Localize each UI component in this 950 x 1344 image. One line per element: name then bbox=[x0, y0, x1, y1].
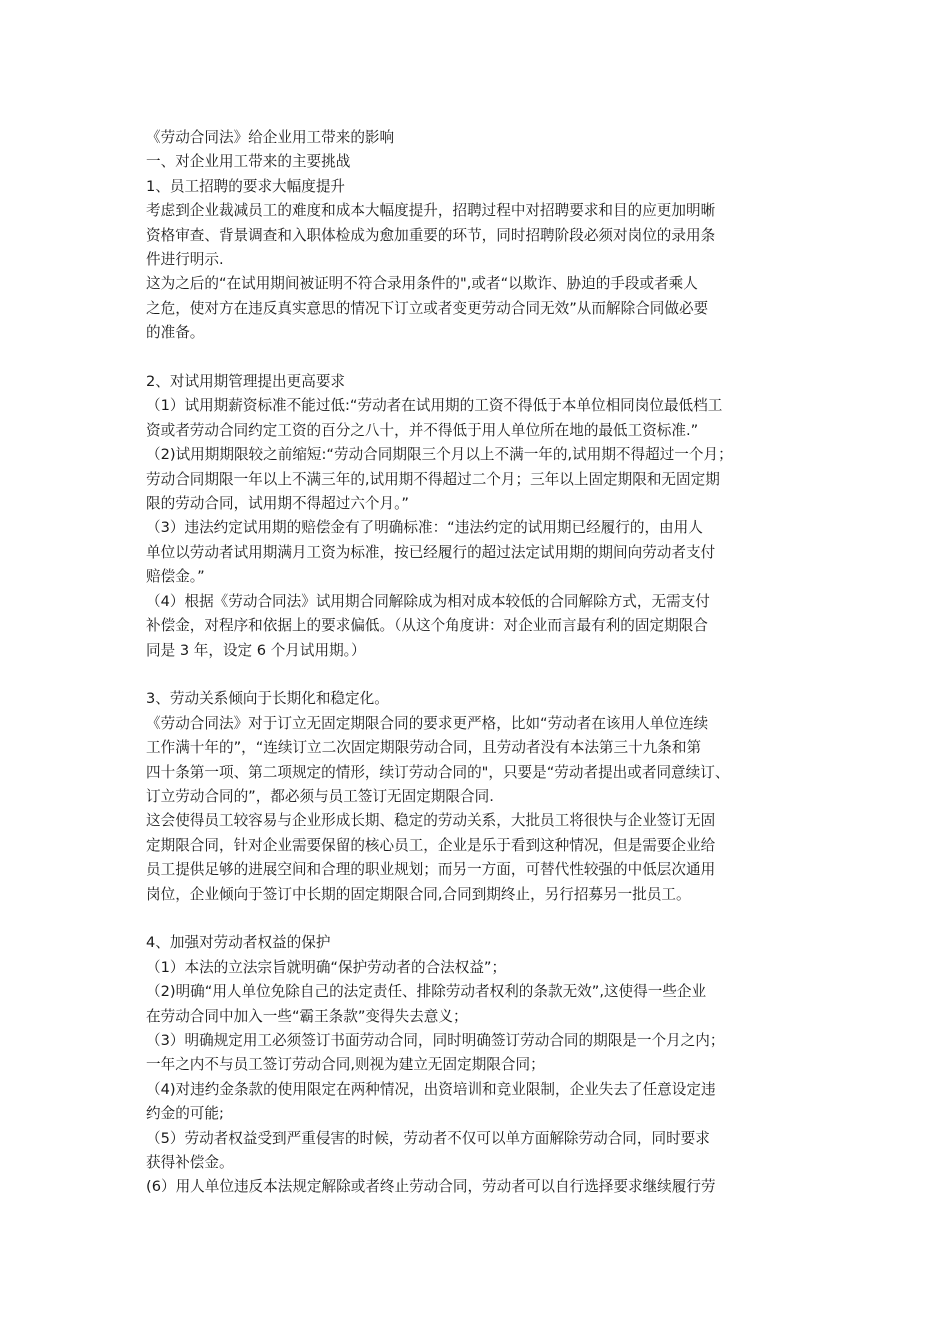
blank-line bbox=[146, 907, 818, 931]
text-line: 定期限合同，针对企业需要保留的核心员工，企业是乐于看到这种情况，但是需要企业给 bbox=[146, 836, 716, 854]
text-line: 这为之后的“在试用期间被证明不符合录用条件的",或者“以欺诈、胁迫的手段或者乘人 bbox=[146, 275, 698, 293]
text-line: 考虑到企业裁减员工的难度和成本大幅度提升，招聘过程中对招聘要求和目的应更加明晰 bbox=[146, 202, 716, 220]
text-line: 在劳动合同中加入一些“霸王条款”变得失去意义； bbox=[146, 1007, 468, 1025]
document-body bbox=[146, 126, 818, 1200]
text-line: 3、劳动关系倾向于长期化和稳定化。 bbox=[146, 690, 389, 708]
text-line: 订立劳动合同的”，都必须与员工签订无固定期限合同. bbox=[146, 787, 494, 805]
text-line: 员工提供足够的进展空间和合理的职业规划；而另一方面，可替代性较强的中低层次通用 bbox=[146, 861, 716, 879]
text-line: 四十条第一项、第二项规定的情形，续订劳动合同的"，只要是“劳动者提出或者同意续订、 bbox=[146, 763, 730, 781]
text-line: 2、对试用期管理提出更高要求 bbox=[146, 373, 346, 391]
blank-line bbox=[146, 346, 818, 370]
text-line: （4)对违约金条款的使用限定在两种情况，出资培训和竞业限制，企业失去了任意设定违 bbox=[146, 1080, 716, 1098]
blank-line bbox=[146, 663, 818, 687]
text-line: 1、员工招聘的要求大幅度提升 bbox=[146, 177, 346, 195]
text-line: （4）根据《劳动合同法》试用期合同解除成为相对成本较低的合同解除方式，无需支付 bbox=[146, 592, 710, 610]
text-line: （3）违法约定试用期的赔偿金有了明确标准：“违法约定的试用期已经履行的，由用人 bbox=[146, 519, 703, 537]
text-line: 之危，使对方在违反真实意思的情况下订立或者变更劳动合同无效”从而解除合同做必要 bbox=[146, 299, 709, 317]
text-line: （3）明确规定用工必须签订书面劳动合同，同时明确签订劳动合同的期限是一个月之内； bbox=[146, 1031, 725, 1049]
text-line: 资格审查、背景调查和入职体检成为愈加重要的环节，同时招聘阶段必须对岗位的录用条 bbox=[146, 226, 716, 244]
text-line: 资或者劳动合同约定工资的百分之八十，并不得低于用人单位所在地的最低工资标准.” bbox=[146, 421, 699, 439]
text-line: 单位以劳动者试用期满月工资为标准，按已经履行的超过法定试用期的期间向劳动者支付 bbox=[146, 543, 716, 561]
text-line: 件进行明示. bbox=[146, 251, 224, 269]
text-line: 《劳动合同法》对于订立无固定期限合同的要求更严格，比如“劳动者在该用人单位连续 bbox=[146, 714, 709, 732]
text-line: 一、对企业用工带来的主要挑战 bbox=[146, 153, 351, 171]
text-line: 劳动合同期限一年以上不满三年的,试用期不得超过二个月；三年以上固定期限和无固定期 bbox=[146, 470, 720, 488]
text-line: (6）用人单位违反本法规定解除或者终止劳动合同，劳动者可以自行选择要求继续履行劳 bbox=[146, 1178, 716, 1196]
text-line: 岗位，企业倾向于签订中长期的固定期限合同,合同到期终止，另行招募另一批员工。 bbox=[146, 885, 691, 903]
text-line: （5）劳动者权益受到严重侵害的时候，劳动者不仅可以单方面解除劳动合同，同时要求 bbox=[146, 1129, 710, 1147]
text-line: 补偿金，对程序和依据上的要求偏低。（从这个角度讲：对企业而言最有利的固定期限合 bbox=[146, 617, 708, 635]
document-title: 《劳动合同法》给企业用工带来的影响 bbox=[146, 129, 395, 146]
text-line: 获得补偿金。 bbox=[146, 1154, 234, 1172]
text-line: 一年之内不与员工签订劳动合同,则视为建立无固定期限合同； bbox=[146, 1056, 545, 1074]
text-line: 约金的可能; bbox=[146, 1105, 224, 1123]
text-line: （2)试用期期限较之前缩短:“劳动合同期限三个月以上不满一年的,试用期不得超过一个月； bbox=[146, 446, 733, 464]
text-line: 限的劳动合同，试用期不得超过六个月。” bbox=[146, 495, 409, 513]
text-line: 这会使得员工较容易与企业形成长期、稳定的劳动关系，大批员工将很快与企业签订无固 bbox=[146, 812, 716, 830]
text-line: 工作满十年的”，“连续订立二次固定期限劳动合同，且劳动者没有本法第三十九条和第 bbox=[146, 739, 702, 757]
text-line: 4、加强对劳动者权益的保护 bbox=[146, 934, 331, 952]
text-line: 的准备。 bbox=[146, 324, 205, 342]
text-line: （2)明确“用人单位免除自己的法定责任、排除劳动者权利的条款无效”,这使得一些企业 bbox=[146, 983, 707, 1001]
text-line: 同是 3 年，设定 6 个月试用期。） bbox=[146, 641, 366, 659]
text-line: （1）试用期薪资标准不能过低:“劳动者在试用期的工资不得低于本单位相同岗位最低档工 bbox=[146, 397, 723, 415]
text-line: 赔偿金。” bbox=[146, 568, 205, 586]
text-line: （1）本法的立法宗旨就明确“保护劳动者的合法权益”； bbox=[146, 958, 507, 976]
